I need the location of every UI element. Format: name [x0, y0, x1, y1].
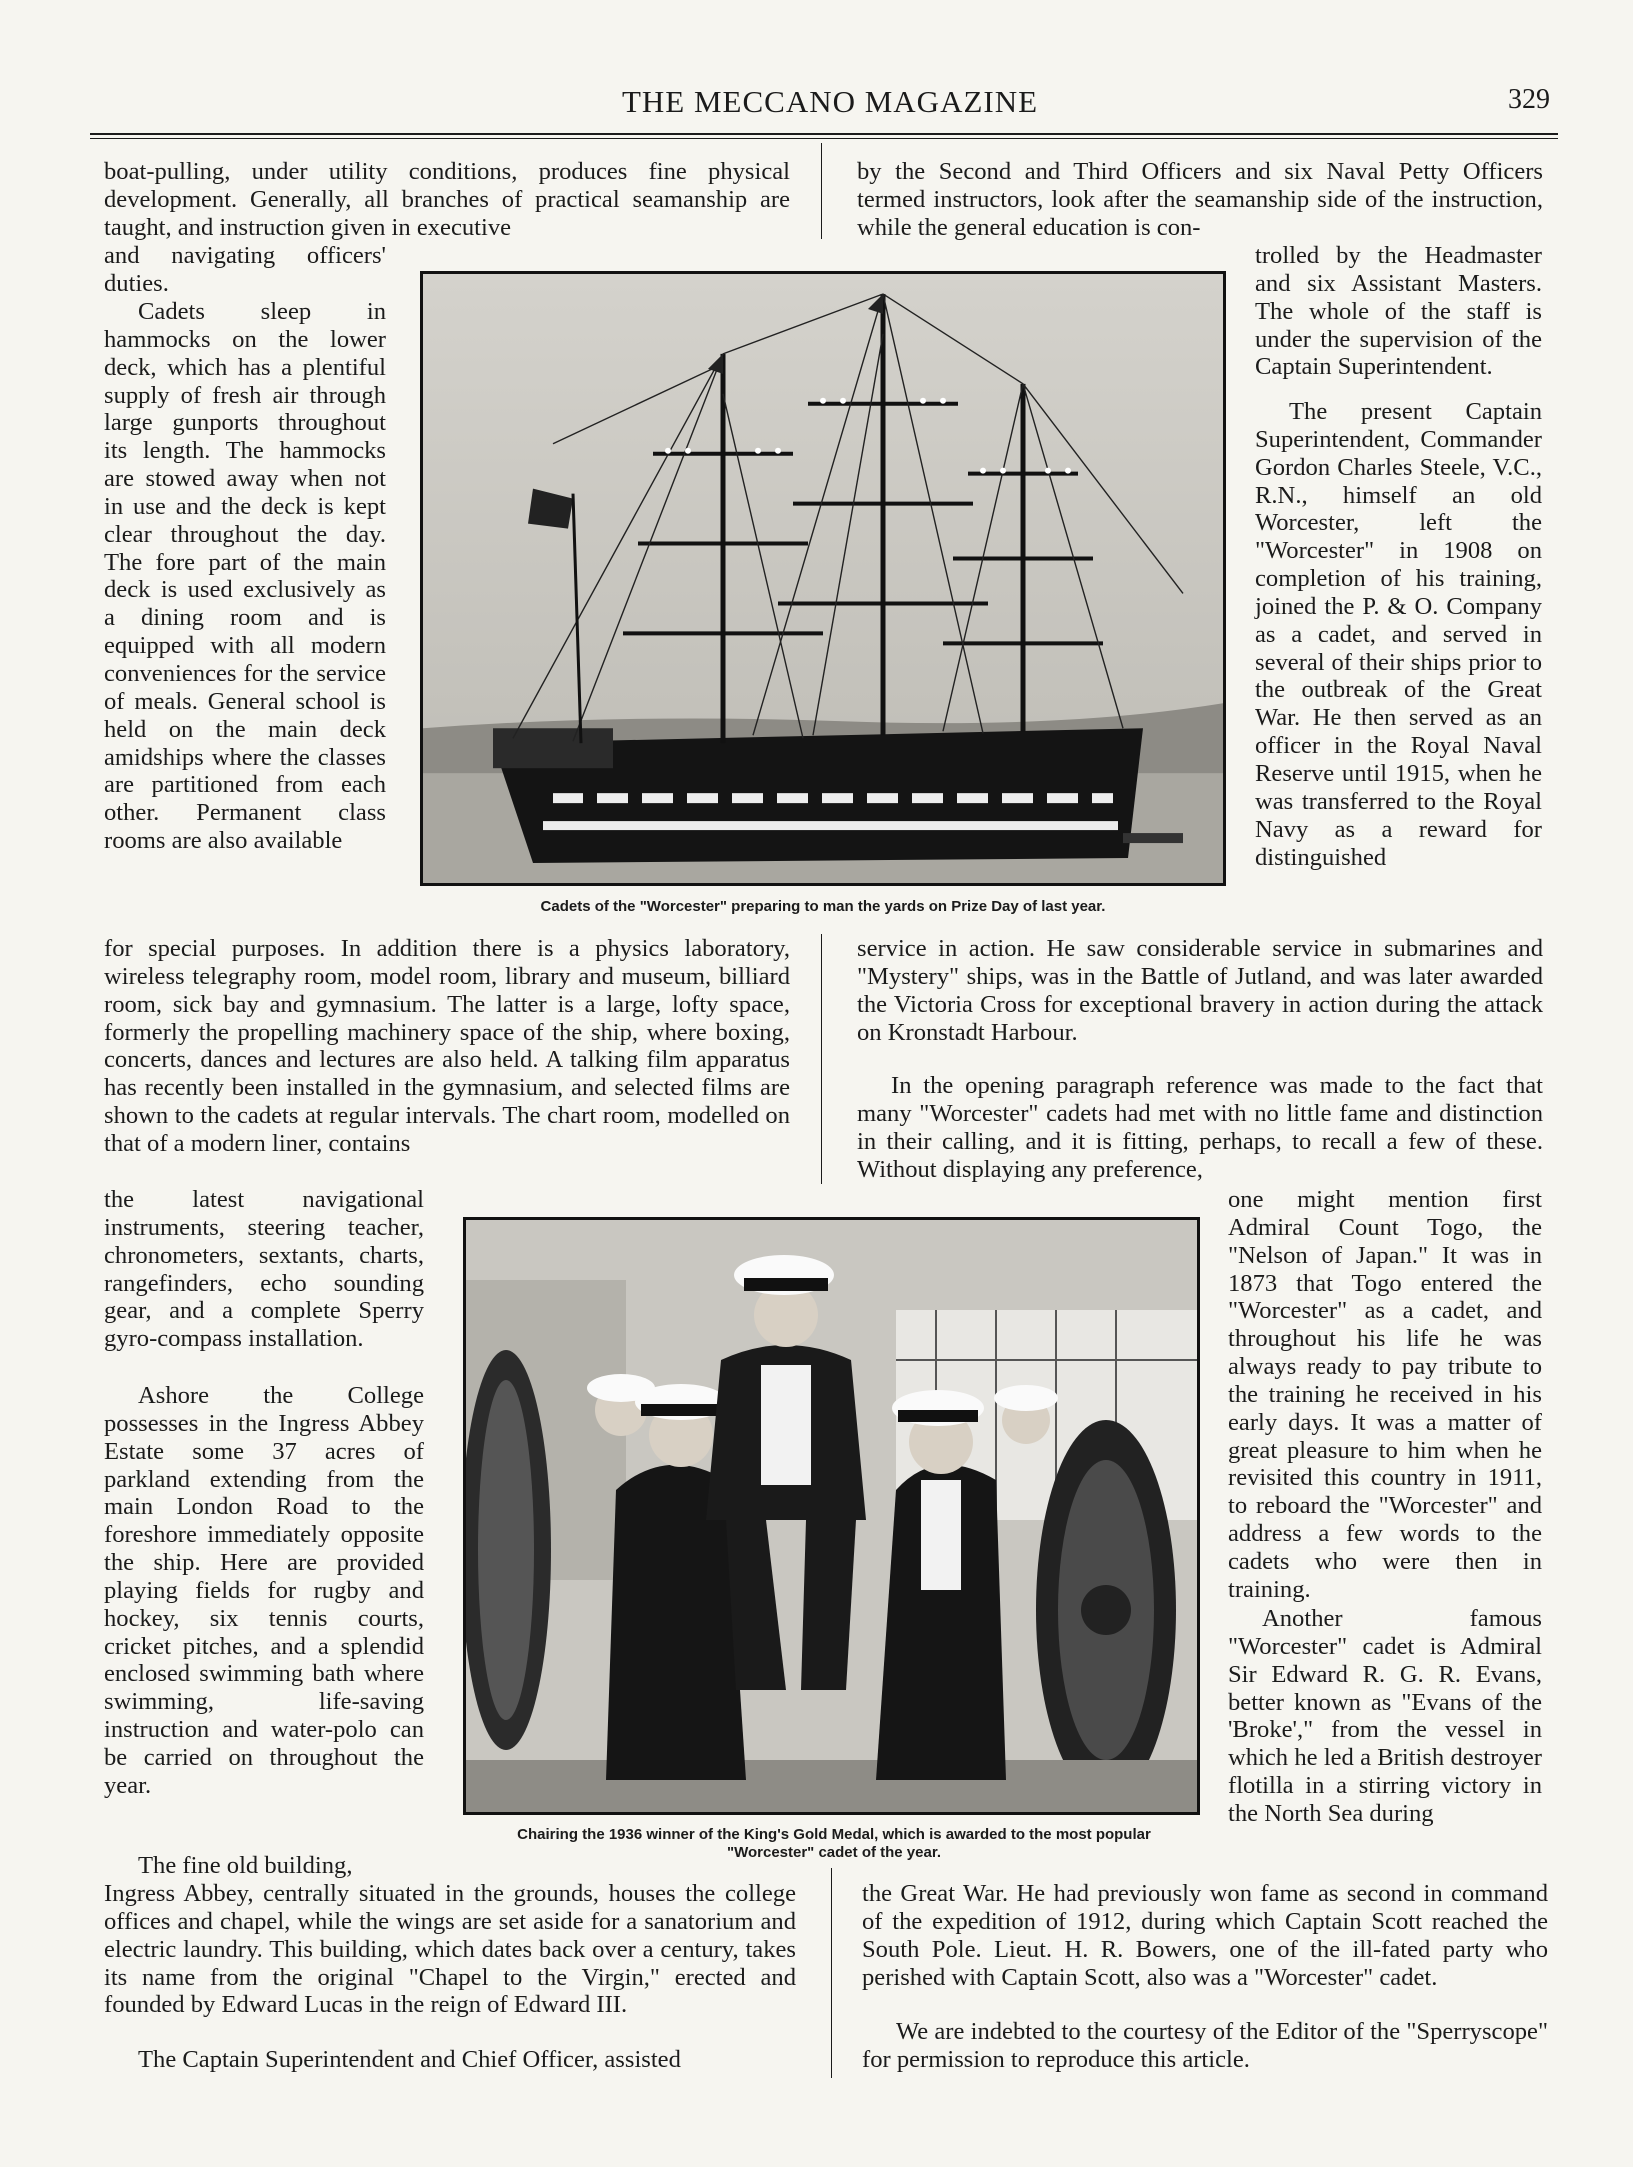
ship-photo-caption: Cadets of the "Worcester" preparing to man the yards on Prize Day of last year.	[540, 898, 1106, 915]
right-top-wide-text: by the Second and Third Officers and six Naval Petty Officers termed instructors, look after the seamanship side of the instruction, while the general education is con-	[857, 158, 1543, 241]
right-top-narrow-para-1: trolled by the Headmaster and six Assistant Masters. The whole of the staff is under the supervision of the Captain Superintendent.	[1255, 242, 1542, 381]
cadets-photo	[463, 1217, 1200, 1815]
running-head	[90, 84, 1570, 124]
left-narrow-para-3-start: The fine old building,	[138, 1852, 353, 1879]
left-bottom-para-4: The Captain Superintendent and Chief Officer, assisted	[138, 2046, 681, 2073]
right-top-narrow-para-2: The present Captain Superintendent, Commander Gordon Charles Steele, V.C., R.N., himself an old Worcester, left the "Worcester" in 1908 on completion of his training, joined the P. & O. Company as a cadet, and served in several of their ships prior to the outbreak of the Great War. He then served as an officer in the Royal Naval Reserve until 1915, when he was transferred to the Royal Navy as a reward for distinguished	[1255, 398, 1542, 871]
ship-photo	[420, 271, 1226, 886]
magazine-title: THE MECCANO MAGAZINE	[621, 84, 1039, 119]
right-narrow-para-1: one might mention first Admiral Count Togo, the "Nelson of Japan." It was in 1873 that Togo entered the "Worcester" as a cadet, and throughout his life he was always ready to pay tribute to the training he received in his early days. It was a matter of great pleasure to him when he revisited this country in 1911, to reboard the "Worcester" and address a few words to the cadets who were then in training.	[1228, 1186, 1542, 1603]
left-mid-text: for special purposes. In addition there is a physics laboratory, wireless telegraphy room, model room, library and museum, billiard room, sick bay and gymnasium. The latter is a large, lofty space, formerly the propelling machinery space of the ship, where boxing, concerts, dances and lectures are also held. A talking film apparatus has recently been installed in the gymnasium, and selected films are shown to the cadets at regular intervals. The chart room, modelled on that of a modern liner, contains	[104, 935, 790, 1157]
left-bottom-para-3: Ingress Abbey, centrally situated in the grounds, houses the college offices and chapel, while the wings are set aside for a sanatorium and electric laundry. This building, which dates back over a century, takes its name from the original "Chapel to the Virgin," erected and founded by Edward Lucas in the reign of Edward III.	[104, 1880, 796, 2019]
column-rule-bottom	[831, 1868, 832, 2078]
header-rule-bottom	[90, 138, 1558, 139]
column-rule-middle	[821, 934, 822, 1184]
left-top-narrow-para-1: and navigating officers' duties.	[104, 242, 386, 297]
column-rule-top	[821, 143, 822, 239]
left-narrow-para-1: the latest navigational instruments, steering teacher, chronometers, sextants, charts, rangefinders, echo sounding gear, and a complete Sperry gyro-compass installation.	[104, 1186, 424, 1353]
header-rule-top	[90, 133, 1558, 135]
cadets-photo-caption-line-1: Chairing the 1936 winner of the King's Gold Medal, which is awarded to the most popular	[517, 1826, 1151, 1843]
page-number: 329	[1508, 84, 1550, 115]
right-bottom-para-1: the Great War. He had previously won fame as second in command of the expedition of 1912, during which Captain Scott reached the South Pole. Lieut. H. R. Bowers, one of the ill-fated party who perished with Captain Scott, also was a "Worcester" cadet.	[862, 1880, 1548, 1991]
right-mid-para-2: In the opening paragraph reference was made to the fact that many "Worcester" cadets had met with no little fame and distinction in their calling, and it is fitting, perhaps, to recall a few of these. Without displaying any preference,	[857, 1072, 1543, 1183]
left-top-narrow-para-2: Cadets sleep in hammocks on the lower deck, which has a plentiful supply of fresh air through large gunports throughout its length. The hammocks are stowed away when not in use and the deck is kept clear throughout the day. The fore part of the main deck is used exclusively as a dining room and is equipped with all modern conveniences for the service of meals. General school is held on the main deck amidships where the classes are partitioned from each other. Permanent class rooms are also available	[104, 298, 386, 855]
cadets-group-icon	[466, 1220, 1197, 1812]
right-narrow-para-2: Another famous "Worcester" cadet is Admiral Sir Edward R. G. R. Evans, better known as "Evans of the 'Broke'," from the vessel in which he led a British destroyer flotilla in a stirring victory in the North Sea during	[1228, 1605, 1542, 1827]
cadets-photo-caption-line-2: "Worcester" cadet of the year.	[726, 1844, 942, 1861]
left-top-wide-text: boat-pulling, under utility conditions, produces fine physical development. Generally, all branches of practical seamanship are taught, and instruction given in executive	[104, 158, 790, 241]
sailing-ship-icon	[423, 274, 1223, 883]
right-mid-para-1: service in action. He saw considerable service in submarines and "Mystery" ships, was in the Battle of Jutland, and was later awarded the Victoria Cross for exceptional bravery in action during the attack on Kronstadt Harbour.	[857, 935, 1543, 1046]
right-bottom-para-2: We are indebted to the courtesy of the Editor of the "Sperryscope" for permission to reproduce this article.	[862, 2018, 1548, 2073]
left-narrow-para-2: Ashore the College possesses in the Ingress Abbey Estate some 37 acres of parkland extending from the main London Road to the foreshore immediately opposite the ship. Here are provided playing fields for rugby and hockey, six tennis courts, cricket pitches, and a splendid enclosed swimming bath where swimming, life-saving instruction and water-polo can be carried on throughout the year.	[104, 1382, 424, 1799]
